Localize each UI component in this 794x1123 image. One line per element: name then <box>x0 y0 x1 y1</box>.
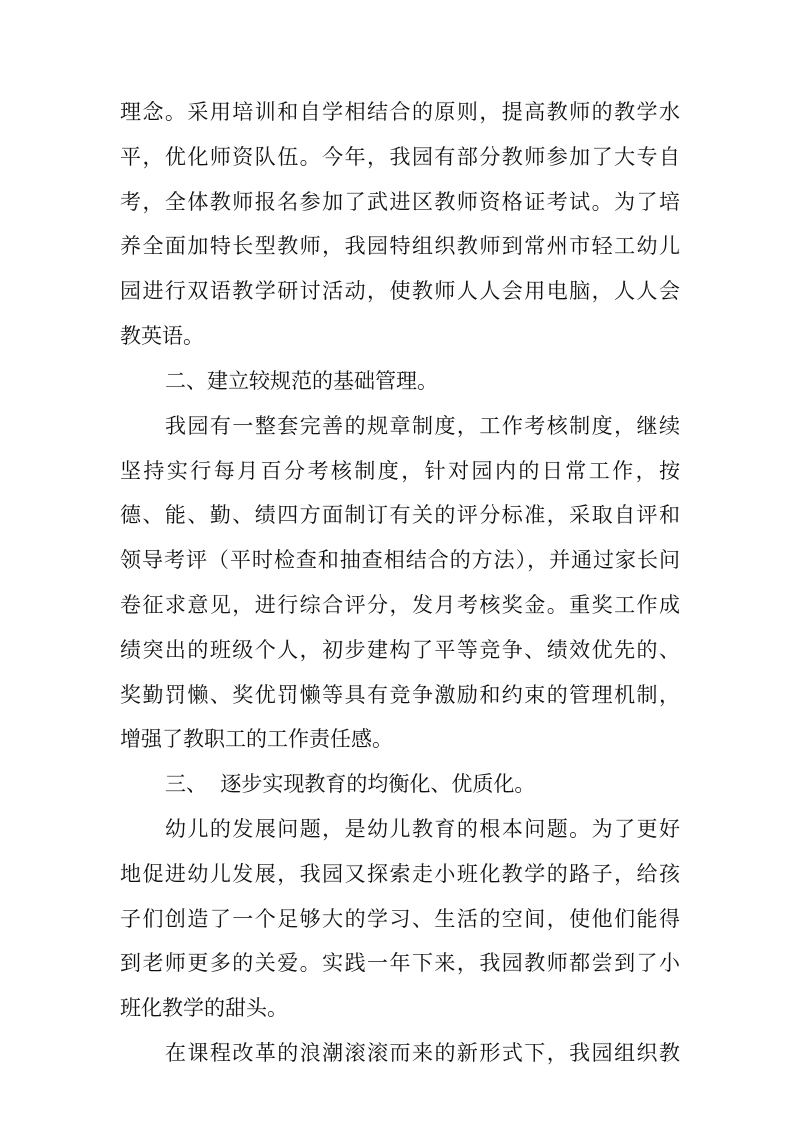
body-text-line: 理念。采用培训和自学相结合的原则，提高教师的教学水 <box>120 100 680 124</box>
body-text-line: 德、能、勤、绩四方面制订有关的评分标准，采取自评和 <box>120 503 680 527</box>
body-text-line: 考，全体教师报名参加了武进区教师资格证考试。为了培 <box>120 190 680 214</box>
body-text-line: 增强了教职工的工作责任感。 <box>120 727 393 751</box>
body-text-line: 奖勤罚懒、奖优罚懒等具有竞争激励和约束的管理机制， <box>120 683 680 707</box>
body-text-line: 地促进幼儿发展，我园又探索走小班化教学的路子，给孩 <box>120 862 680 886</box>
body-text-line: 到老师更多的关爱。实践一年下来，我园教师都尝到了小 <box>120 951 680 975</box>
body-text-line: 平，优化师资队伍。今年，我园有部分教师参加了大专自 <box>120 145 680 169</box>
body-text-line: 班化教学的甜头。 <box>120 996 288 1020</box>
body-text-line: 养全面加特长型教师，我园特组织教师到常州市轻工幼儿 <box>120 234 680 258</box>
section-heading: 二、建立较规范的基础管理。 <box>165 369 438 393</box>
body-text-line: 幼儿的发展问题，是幼儿教育的根本问题。为了更好 <box>165 817 680 841</box>
section-heading: 三、 逐步实现教育的均衡化、优质化。 <box>165 772 536 796</box>
body-text-line: 我园有一整套完善的规章制度，工作考核制度，继续 <box>165 414 680 438</box>
body-text-line: 教英语。 <box>120 324 204 348</box>
body-text-line: 在课程改革的浪潮滚滚而来的新形式下，我园组织教 <box>165 1041 680 1065</box>
body-text-line: 子们创造了一个足够大的学习、生活的空间，使他们能得 <box>120 907 680 931</box>
body-text-line: 绩突出的班级个人，初步建构了平等竞争、绩效优先的、 <box>120 638 680 662</box>
body-text-line: 坚持实行每月百分考核制度，针对园内的日常工作，按 <box>120 459 680 483</box>
body-text-line: 园进行双语教学研讨活动，使教师人人会用电脑，人人会 <box>120 279 680 303</box>
body-text-line: 卷征求意见，进行综合评分，发月考核奖金。重奖工作成 <box>120 593 680 617</box>
body-text-line: 领导考评（平时检查和抽查相结合的方法），并通过家长问 <box>120 548 680 572</box>
